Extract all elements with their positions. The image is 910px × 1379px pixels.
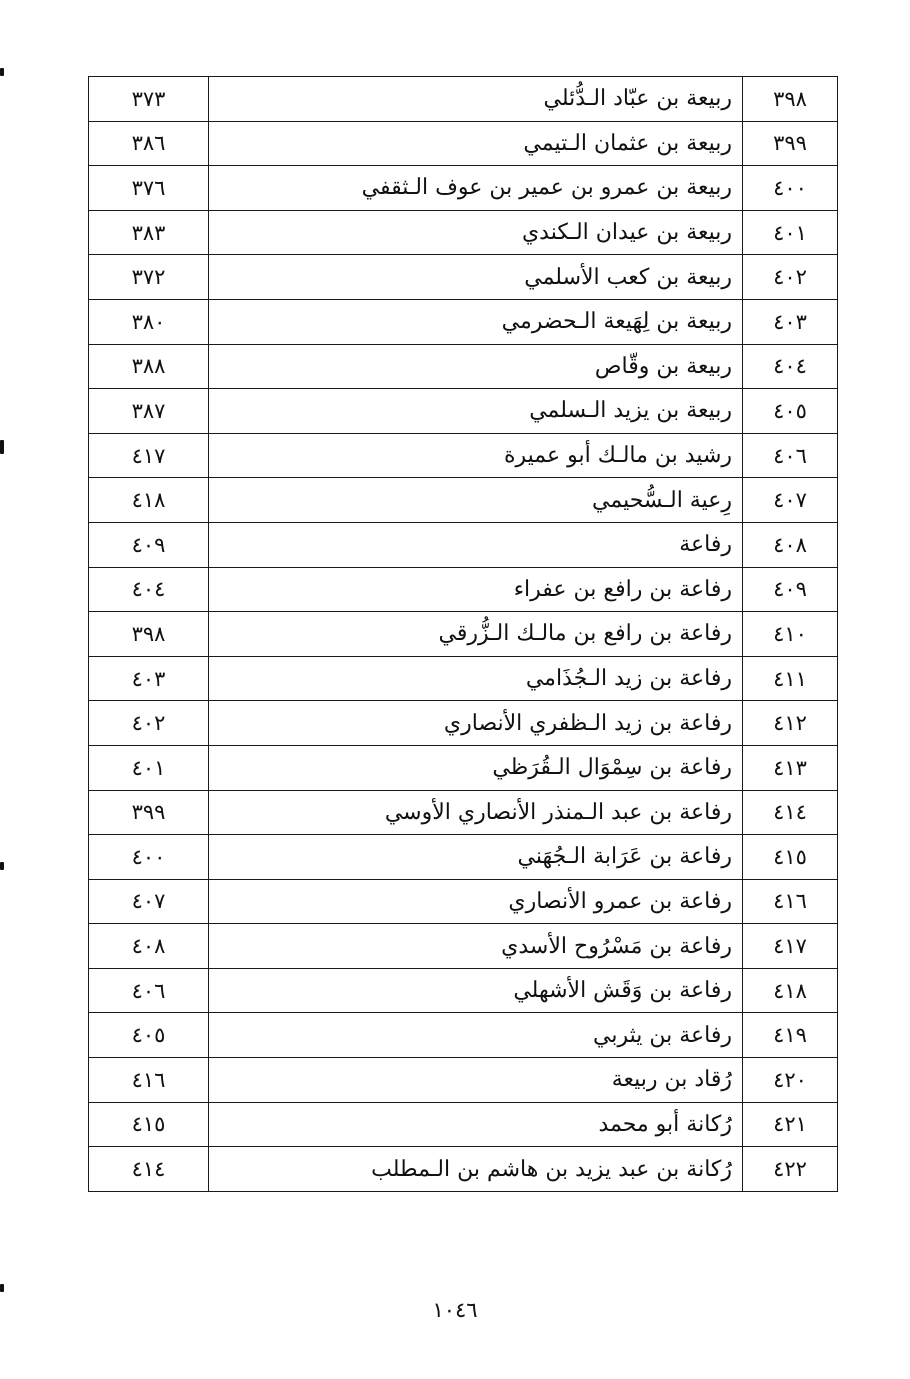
page-reference: ٤٠٩ — [89, 522, 209, 567]
entry-name: رُكانة بن عبد يزيد بن هاشم بن الـمطلب — [209, 1147, 743, 1192]
table-row — [89, 567, 838, 612]
entry-name: ربيعة بن عثمان الـتيمي — [209, 121, 743, 166]
entry-name: رفاعة بن رافع بن مالـك الـزُّرقي — [209, 612, 743, 657]
page-reference: ٤١٥ — [89, 1102, 209, 1147]
entry-name: رشيد بن مالـك أبو عميرة — [209, 433, 743, 478]
entry-name: ربيعة بن يزيد الـسلمي — [209, 389, 743, 434]
page-reference: ٤٠٠ — [89, 835, 209, 880]
entry-number: ٤٢٠ — [743, 1058, 838, 1103]
page-reference: ٤١٧ — [89, 433, 209, 478]
page-reference: ٤٠٢ — [89, 701, 209, 746]
entry-number: ٤١٢ — [743, 701, 838, 746]
margin-mark-lower — [0, 1284, 4, 1292]
page-reference: ٤٠٤ — [89, 567, 209, 612]
page-reference: ٤٠٥ — [89, 1013, 209, 1058]
table-row — [89, 522, 838, 567]
page-reference: ٣٨٠ — [89, 299, 209, 344]
page-reference: ٣٧٣ — [89, 77, 209, 122]
entry-number: ٤٠٩ — [743, 567, 838, 612]
table-row — [89, 478, 838, 523]
table-row — [89, 790, 838, 835]
index-table-body — [89, 77, 838, 1192]
entry-name: رُكانة أبو محمد — [209, 1102, 743, 1147]
table-row — [89, 1058, 838, 1103]
table-row — [89, 1013, 838, 1058]
page-reference: ٤١٦ — [89, 1058, 209, 1103]
entry-name: ربيعة بن وقّاص — [209, 344, 743, 389]
entry-number: ٤٠٢ — [743, 255, 838, 300]
table-row — [89, 968, 838, 1013]
margin-mark-upper — [0, 440, 4, 454]
table-row — [89, 299, 838, 344]
table-row — [89, 924, 838, 969]
table-row — [89, 612, 838, 657]
entry-name: ربيعة بن عيدان الـكندي — [209, 210, 743, 255]
table-row — [89, 835, 838, 880]
page-reference: ٤٠٨ — [89, 924, 209, 969]
entry-number: ٤١٩ — [743, 1013, 838, 1058]
table-row — [89, 389, 838, 434]
entry-number: ٤١٦ — [743, 879, 838, 924]
entry-name: رفاعة بن سِمْوَال الـقُرَظي — [209, 745, 743, 790]
table-row — [89, 433, 838, 478]
entry-number: ٤١٥ — [743, 835, 838, 880]
table-row — [89, 255, 838, 300]
entry-number: ٤٠٧ — [743, 478, 838, 523]
table-row — [89, 210, 838, 255]
margin-mark-middle — [0, 862, 4, 870]
entry-number: ٤٠٣ — [743, 299, 838, 344]
entry-number: ٤٠٨ — [743, 522, 838, 567]
page-reference: ٣٨٧ — [89, 389, 209, 434]
page-reference: ٣٧٢ — [89, 255, 209, 300]
page-number: ١٠٤٦ — [432, 1298, 478, 1322]
entry-number: ٤٠١ — [743, 210, 838, 255]
entry-number: ٤١٣ — [743, 745, 838, 790]
entry-number: ٤١٠ — [743, 612, 838, 657]
page-reference: ٣٨٨ — [89, 344, 209, 389]
entry-name: رفاعة بن مَسْرُوح الأسدي — [209, 924, 743, 969]
entry-number: ٤٠٦ — [743, 433, 838, 478]
table-row — [89, 1102, 838, 1147]
table-row — [89, 879, 838, 924]
entry-number: ٤٠٥ — [743, 389, 838, 434]
table-row — [89, 745, 838, 790]
table-row — [89, 1147, 838, 1192]
table-row — [89, 656, 838, 701]
entry-number: ٤٢١ — [743, 1102, 838, 1147]
entry-name: ربيعة بن لِهَيعة الـحضرمي — [209, 299, 743, 344]
entry-name: ربيعة بن عمرو بن عمير بن عوف الـثقفي — [209, 166, 743, 211]
entry-name: رفاعة بن يثربي — [209, 1013, 743, 1058]
table-row — [89, 166, 838, 211]
table-row — [89, 121, 838, 166]
entry-name: رِعية الـسُّحيمي — [209, 478, 743, 523]
index-table — [88, 76, 838, 1192]
table-row — [89, 77, 838, 122]
page-reference: ٤١٨ — [89, 478, 209, 523]
table-row — [89, 701, 838, 746]
entry-number: ٤١٨ — [743, 968, 838, 1013]
entry-number: ٤٠٠ — [743, 166, 838, 211]
entry-name: رفاعة بن زيد الـجُذَامي — [209, 656, 743, 701]
page-reference: ٤٠٣ — [89, 656, 209, 701]
page-reference: ٣٩٩ — [89, 790, 209, 835]
page-reference: ٣٧٦ — [89, 166, 209, 211]
entry-number: ٤١٤ — [743, 790, 838, 835]
entry-number: ٤١٧ — [743, 924, 838, 969]
entry-number: ٤٠٤ — [743, 344, 838, 389]
page-reference: ٣٨٣ — [89, 210, 209, 255]
entry-name: رفاعة بن وَقَش الأشهلي — [209, 968, 743, 1013]
entry-name: رفاعة بن رافع بن عفراء — [209, 567, 743, 612]
page-reference: ٤٠٦ — [89, 968, 209, 1013]
entry-name: ربيعة بن كعب الأسلمي — [209, 255, 743, 300]
entry-number: ٤١١ — [743, 656, 838, 701]
entry-name: رفاعة بن زيد الـظفري الأنصاري — [209, 701, 743, 746]
page-reference: ٣٨٦ — [89, 121, 209, 166]
entry-number: ٣٩٨ — [743, 77, 838, 122]
page-reference: ٤٠١ — [89, 745, 209, 790]
margin-mark-top — [0, 68, 4, 76]
entry-number: ٣٩٩ — [743, 121, 838, 166]
entry-name: ربيعة بن عبّاد الـدُّئلي — [209, 77, 743, 122]
page-reference: ٤١٤ — [89, 1147, 209, 1192]
page-reference: ٤٠٧ — [89, 879, 209, 924]
entry-number: ٤٢٢ — [743, 1147, 838, 1192]
entry-name: رُقاد بن ربيعة — [209, 1058, 743, 1103]
entry-name: رفاعة بن عَرَابة الـجُهَني — [209, 835, 743, 880]
entry-name: رفاعة بن عمرو الأنصاري — [209, 879, 743, 924]
entry-name: رفاعة بن عبد الـمنذر الأنصاري الأوسي — [209, 790, 743, 835]
page-reference: ٣٩٨ — [89, 612, 209, 657]
table-row — [89, 344, 838, 389]
entry-name: رفاعة — [209, 522, 743, 567]
